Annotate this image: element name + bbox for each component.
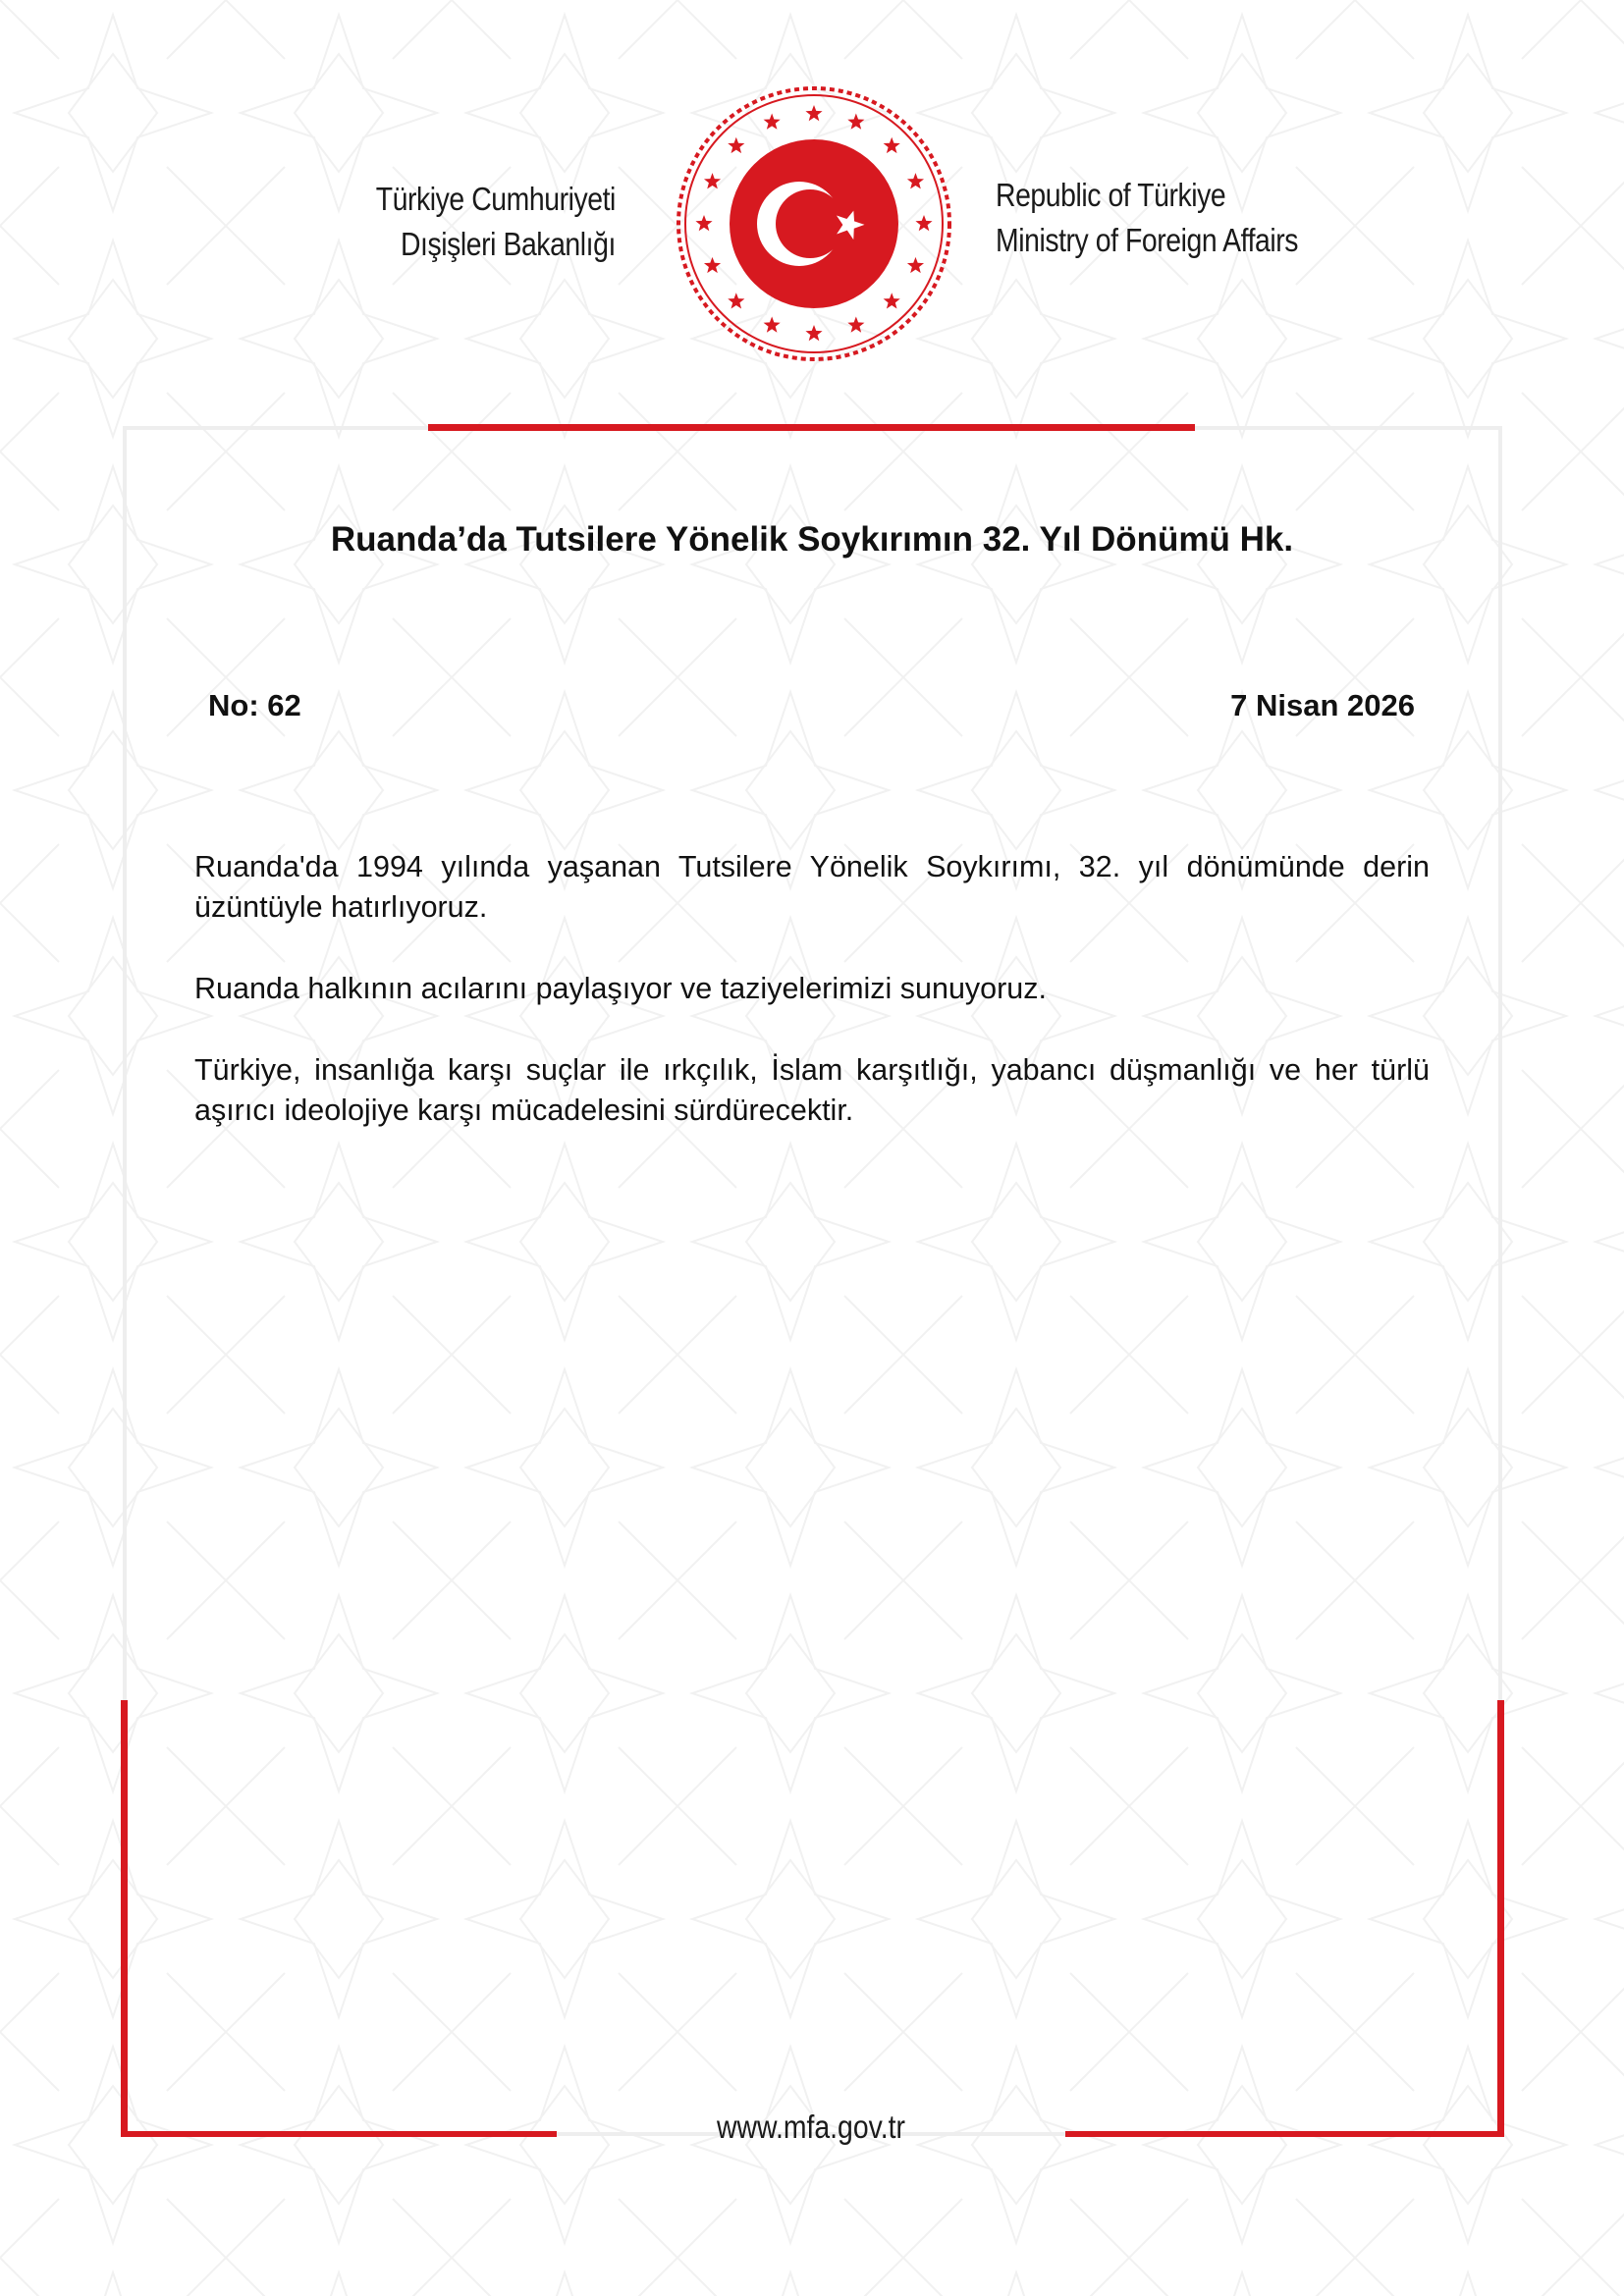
ministry-name-english xyxy=(996,173,1298,263)
ministry-name-english-line2: Ministry of Foreign Affairs xyxy=(996,222,1299,258)
body-paragraph: Ruanda halkının acılarını paylaşıyor ve taziyelerimizi sunuyoruz. xyxy=(194,972,1047,1005)
ministry-name-english-line1: Republic of Türkiye xyxy=(996,177,1226,213)
ministry-name-turkish-line1: Türkiye Cumhuriyeti xyxy=(375,181,616,217)
emblem-star-icon xyxy=(847,316,864,332)
emblem-star-icon xyxy=(915,215,932,231)
emblem-star-icon xyxy=(884,137,900,153)
emblem-star-icon xyxy=(805,325,822,341)
body-paragraph: Türkiye, insanlığa karşı suçlar ile ırkçılık, İslam karşıtlığı, yabancı düşmanlığı ve her türlü aşırıcı ideolojiye karşı mücadelesini sürdürecektir. xyxy=(194,1053,1430,1127)
emblem-star-icon xyxy=(907,173,924,188)
emblem-star-icon xyxy=(764,114,781,130)
frame-left-border xyxy=(123,426,127,1702)
document-date: 7 Nisan 2026 xyxy=(1230,688,1415,722)
emblem-star-icon xyxy=(704,173,721,188)
document-number: No: 62 xyxy=(208,688,301,722)
ministry-name-turkish-line2: Dışişleri Bakanlığı xyxy=(401,226,616,262)
frame-right-accent xyxy=(1497,1700,1504,2137)
frame-bottom-left-accent xyxy=(121,2131,557,2137)
emblem-star-icon xyxy=(728,137,744,153)
emblem-star-icon xyxy=(695,215,712,231)
emblem-star-icon xyxy=(704,257,721,273)
emblem-star-icon xyxy=(805,105,822,121)
emblem-star-icon xyxy=(764,316,781,332)
frame-right-border xyxy=(1498,426,1502,1702)
ministry-emblem-icon xyxy=(672,81,956,366)
footer-website-link[interactable]: www.mfa.gov.tr xyxy=(717,2109,905,2145)
body-paragraph: Ruanda'da 1994 yılında yaşanan Tutsilere Yönelik Soykırımı, 32. yıl dönümünde derin üzüntüyle hatırlıyoruz. xyxy=(194,850,1430,924)
ministry-name-turkish xyxy=(376,177,616,267)
frame-left-accent xyxy=(121,1700,128,2137)
emblem-star-icon xyxy=(728,293,744,308)
document-title: Ruanda’da Tutsilere Yönelik Soykırımın 32. Yıl Dönümü Hk. xyxy=(330,520,1294,559)
frame-top-accent xyxy=(428,424,1195,431)
frame-bottom-right-accent xyxy=(1065,2131,1504,2137)
emblem-star-icon xyxy=(884,293,900,308)
emblem-star-icon xyxy=(847,114,864,130)
document-body xyxy=(194,847,1430,1172)
emblem-star-icon xyxy=(907,257,924,273)
